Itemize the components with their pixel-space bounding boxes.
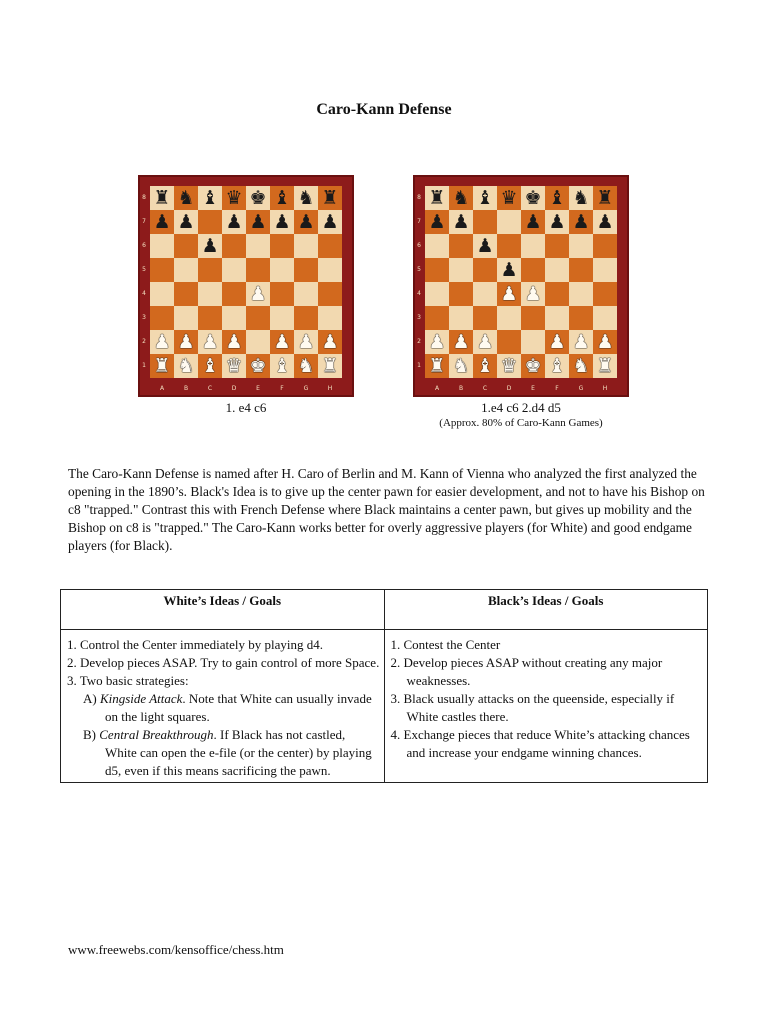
- board-square-f8: [545, 186, 569, 210]
- black-rook-icon: ♜: [153, 186, 171, 209]
- black-idea-1: 1. Contest the Center: [390, 637, 501, 652]
- board-square-h7: [318, 210, 342, 234]
- board-square-b4: [174, 282, 198, 306]
- board-square-c7: [473, 210, 497, 234]
- strategy-a-label: A): [83, 691, 97, 706]
- board-square-g6: [294, 234, 318, 258]
- black-knight-icon: ♞: [572, 186, 590, 209]
- board-square-g5: [294, 258, 318, 282]
- board-square-d8: [222, 186, 246, 210]
- board-square-h3: [318, 306, 342, 330]
- black-knight-icon: ♞: [452, 186, 470, 209]
- board-square-a5: [425, 258, 449, 282]
- black-pawn-icon: ♟: [452, 210, 470, 233]
- board-square-f1: [270, 354, 294, 378]
- board-square-g1: [569, 354, 593, 378]
- board-square-h5: [593, 258, 617, 282]
- white-pawn-icon: ♟: [500, 282, 518, 305]
- board-square-d3: [222, 306, 246, 330]
- board-square-f3: [270, 306, 294, 330]
- file-labels: [425, 385, 617, 392]
- white-pawn-icon: ♟: [153, 330, 171, 353]
- board-square-a8: [150, 186, 174, 210]
- board-square-f3: [545, 306, 569, 330]
- board-square-a1: [425, 354, 449, 378]
- board-square-b3: [449, 306, 473, 330]
- strategy-b-name: Central Breakthrough: [99, 727, 214, 742]
- file-label: B: [458, 385, 464, 392]
- board-square-a2: [150, 330, 174, 354]
- white-pawn-icon: ♟: [572, 330, 590, 353]
- board-square-a7: [425, 210, 449, 234]
- black-knight-icon: ♞: [297, 186, 315, 209]
- board-square-f7: [545, 210, 569, 234]
- board-square-a4: [425, 282, 449, 306]
- board-square-d3: [497, 306, 521, 330]
- board-square-b6: [449, 234, 473, 258]
- board-square-e5: [246, 258, 270, 282]
- board-square-f4: [545, 282, 569, 306]
- board-square-f5: [545, 258, 569, 282]
- board-square-c2: [198, 330, 222, 354]
- board-square-h8: [318, 186, 342, 210]
- black-pawn-icon: ♟: [225, 210, 243, 233]
- board-square-f6: [545, 234, 569, 258]
- board-square-b5: [449, 258, 473, 282]
- file-label: E: [531, 385, 535, 392]
- black-pawn-icon: ♟: [428, 210, 446, 233]
- board-square-c3: [473, 306, 497, 330]
- board-2-wrapper: [413, 175, 629, 429]
- rank-label: 1: [142, 362, 146, 369]
- rank-label: 3: [142, 314, 146, 321]
- white-pawn-icon: ♟: [548, 330, 566, 353]
- board-square-g2: [294, 330, 318, 354]
- file-label: G: [303, 385, 309, 392]
- board-square-d1: [497, 354, 521, 378]
- board-square-c6: [473, 234, 497, 258]
- board-square-h6: [318, 234, 342, 258]
- black-idea-3: 3. Black usually attacks on the queenside, especially if White castles there.: [390, 691, 675, 724]
- black-pawn-icon: ♟: [273, 210, 291, 233]
- board-square-b4: [449, 282, 473, 306]
- black-rook-icon: ♜: [596, 186, 614, 209]
- strategy-a-text: . Note that White can usually invade on the light squares.: [105, 691, 372, 724]
- board-square-b2: [449, 330, 473, 354]
- board-square-b1: [174, 354, 198, 378]
- board-square-e3: [246, 306, 270, 330]
- white-ideas-header: White’s Ideas / Goals: [61, 590, 385, 630]
- board-square-b2: [174, 330, 198, 354]
- board-square-e6: [246, 234, 270, 258]
- black-king-icon: ♚: [524, 186, 542, 209]
- white-knight-icon: ♞: [177, 354, 195, 377]
- board-square-c8: [198, 186, 222, 210]
- board-square-d7: [222, 210, 246, 234]
- board-square-d4: [497, 282, 521, 306]
- board-square-d6: [497, 234, 521, 258]
- white-rook-icon: ♜: [153, 354, 171, 377]
- board-square-a7: [150, 210, 174, 234]
- board-square-h1: [593, 354, 617, 378]
- board-square-a3: [150, 306, 174, 330]
- rank-label: 4: [142, 290, 146, 297]
- board-square-d8: [497, 186, 521, 210]
- ideas-table: [60, 589, 708, 783]
- board-square-c2: [473, 330, 497, 354]
- white-pawn-icon: ♟: [249, 282, 267, 305]
- board-square-c4: [198, 282, 222, 306]
- white-king-icon: ♚: [524, 354, 542, 377]
- black-bishop-icon: ♝: [548, 186, 566, 209]
- rank-label: 7: [142, 218, 146, 225]
- black-pawn-icon: ♟: [321, 210, 339, 233]
- chessboard-2: [413, 175, 629, 397]
- black-ideas-cell: [384, 630, 708, 783]
- board-grid: [150, 186, 342, 378]
- white-pawn-icon: ♟: [476, 330, 494, 353]
- rank-label: 8: [417, 194, 421, 201]
- rank-label: 5: [417, 266, 421, 273]
- board-square-f4: [270, 282, 294, 306]
- board-square-c5: [198, 258, 222, 282]
- board-square-a6: [425, 234, 449, 258]
- rank-labels: [415, 186, 423, 378]
- rank-label: 5: [142, 266, 146, 273]
- file-label: C: [482, 385, 488, 392]
- board-square-g3: [569, 306, 593, 330]
- black-rook-icon: ♜: [321, 186, 339, 209]
- rank-label: 3: [417, 314, 421, 321]
- white-pawn-icon: ♟: [596, 330, 614, 353]
- board-square-b6: [174, 234, 198, 258]
- table-header-row: [61, 590, 708, 630]
- board-square-d4: [222, 282, 246, 306]
- board-square-e1: [246, 354, 270, 378]
- white-idea-3: 3. Two basic strategies:: [67, 673, 189, 688]
- strategy-a-name: Kingside Attack: [99, 691, 183, 706]
- file-label: E: [256, 385, 260, 392]
- board-square-d2: [222, 330, 246, 354]
- board-square-e5: [521, 258, 545, 282]
- board-square-b1: [449, 354, 473, 378]
- rank-label: 2: [142, 338, 146, 345]
- rank-labels: [140, 186, 148, 378]
- board-square-d5: [222, 258, 246, 282]
- board-square-g5: [569, 258, 593, 282]
- white-pawn-icon: ♟: [428, 330, 446, 353]
- file-label: F: [280, 385, 284, 392]
- board-square-d2: [497, 330, 521, 354]
- board-square-a4: [150, 282, 174, 306]
- rank-label: 6: [142, 242, 146, 249]
- board-square-b8: [174, 186, 198, 210]
- black-bishop-icon: ♝: [201, 186, 219, 209]
- board-square-f2: [270, 330, 294, 354]
- board-square-h2: [318, 330, 342, 354]
- board-square-b8: [449, 186, 473, 210]
- white-bishop-icon: ♝: [201, 354, 219, 377]
- board-square-g2: [569, 330, 593, 354]
- board-square-e3: [521, 306, 545, 330]
- white-queen-icon: ♛: [500, 354, 518, 377]
- board-2-caption: 1.e4 c6 2.d4 d5: [481, 400, 561, 415]
- rank-label: 8: [142, 194, 146, 201]
- board-square-e2: [246, 330, 270, 354]
- board-square-b5: [174, 258, 198, 282]
- rank-label: 2: [417, 338, 421, 345]
- board-square-h4: [318, 282, 342, 306]
- white-queen-icon: ♛: [225, 354, 243, 377]
- strategy-b-text: . If Black has not castled, White can open the e-file (or the center) by playing d5, even if this means sacrificing the pawn.: [105, 727, 372, 778]
- board-square-g7: [569, 210, 593, 234]
- black-pawn-icon: ♟: [249, 210, 267, 233]
- black-queen-icon: ♛: [500, 186, 518, 209]
- board-square-a5: [150, 258, 174, 282]
- board-1-caption: 1. e4 c6: [225, 400, 267, 415]
- white-idea-1: 1. Control the Center immediately by playing d4.: [67, 637, 323, 652]
- file-label: G: [578, 385, 584, 392]
- board-square-d5: [497, 258, 521, 282]
- white-pawn-icon: ♟: [297, 330, 315, 353]
- white-rook-icon: ♜: [596, 354, 614, 377]
- white-idea-2: 2. Develop pieces ASAP. Try to gain control of more Space.: [67, 655, 380, 670]
- board-1-wrapper: [138, 175, 354, 416]
- board-square-h4: [593, 282, 617, 306]
- file-labels: [150, 385, 342, 392]
- board-square-e7: [521, 210, 545, 234]
- white-king-icon: ♚: [249, 354, 267, 377]
- black-bishop-icon: ♝: [476, 186, 494, 209]
- board-square-h6: [593, 234, 617, 258]
- board-square-e7: [246, 210, 270, 234]
- board-square-f8: [270, 186, 294, 210]
- board-square-f5: [270, 258, 294, 282]
- strategy-b-label: B): [83, 727, 96, 742]
- board-2-subcaption: (Approx. 80% of Caro-Kann Games): [439, 417, 603, 429]
- footer-url[interactable]: www.freewebs.com/kensoffice/chess.htm: [68, 942, 284, 957]
- file-label: A: [159, 385, 165, 392]
- board-square-d1: [222, 354, 246, 378]
- white-strategy-b: [67, 726, 380, 780]
- file-label: A: [434, 385, 440, 392]
- black-idea-4: 4. Exchange pieces that reduce White’s attacking chances and increase your endgame winning chances.: [390, 727, 690, 760]
- board-square-e4: [521, 282, 545, 306]
- black-pawn-icon: ♟: [548, 210, 566, 233]
- white-rook-icon: ♜: [321, 354, 339, 377]
- file-label: F: [555, 385, 559, 392]
- white-bishop-icon: ♝: [476, 354, 494, 377]
- board-square-e2: [521, 330, 545, 354]
- board-square-c1: [473, 354, 497, 378]
- board-square-h3: [593, 306, 617, 330]
- board-square-b7: [174, 210, 198, 234]
- file-label: H: [327, 385, 333, 392]
- white-pawn-icon: ♟: [201, 330, 219, 353]
- board-square-g8: [569, 186, 593, 210]
- board-square-a8: [425, 186, 449, 210]
- board-square-g8: [294, 186, 318, 210]
- black-knight-icon: ♞: [177, 186, 195, 209]
- white-pawn-icon: ♟: [524, 282, 542, 305]
- file-label: H: [602, 385, 608, 392]
- file-label: D: [231, 385, 237, 392]
- board-square-a2: [425, 330, 449, 354]
- intro-paragraph: The Caro-Kann Defense is named after H. Caro of Berlin and M. Kann of Vienna who analyzed the first analyzed the opening in the 1890’s. Black's Idea is to give up the center pawn for easier development, and not to have his Bishop on c8 "trapped." Contrast this with French Defense where Black maintains a center pawn, but gives up mobility and the Bishop on c8 is "trapped." The Caro-Kann works better for overly aggressive players (for White) and good endgame players (for Black).: [68, 466, 705, 553]
- board-square-e8: [521, 186, 545, 210]
- board-square-h8: [593, 186, 617, 210]
- black-pawn-icon: ♟: [297, 210, 315, 233]
- board-square-e1: [521, 354, 545, 378]
- rank-label: 4: [417, 290, 421, 297]
- board-square-g4: [294, 282, 318, 306]
- black-pawn-icon: ♟: [201, 234, 219, 257]
- board-square-a6: [150, 234, 174, 258]
- rank-label: 7: [417, 218, 421, 225]
- board-square-h2: [593, 330, 617, 354]
- white-strategy-a: [67, 690, 380, 726]
- black-pawn-icon: ♟: [500, 258, 518, 281]
- board-square-c4: [473, 282, 497, 306]
- black-rook-icon: ♜: [428, 186, 446, 209]
- page-title: Caro-Kann Defense: [316, 101, 452, 118]
- black-pawn-icon: ♟: [153, 210, 171, 233]
- board-square-c8: [473, 186, 497, 210]
- black-pawn-icon: ♟: [177, 210, 195, 233]
- white-bishop-icon: ♝: [273, 354, 291, 377]
- black-idea-2: 2. Develop pieces ASAP without creating any major weaknesses.: [390, 655, 663, 688]
- board-grid: [425, 186, 617, 378]
- rank-label: 6: [417, 242, 421, 249]
- board-square-e8: [246, 186, 270, 210]
- white-pawn-icon: ♟: [452, 330, 470, 353]
- board-square-c1: [198, 354, 222, 378]
- board-square-b7: [449, 210, 473, 234]
- board-square-g3: [294, 306, 318, 330]
- board-square-c6: [198, 234, 222, 258]
- white-pawn-icon: ♟: [177, 330, 195, 353]
- board-square-c7: [198, 210, 222, 234]
- black-bishop-icon: ♝: [273, 186, 291, 209]
- board-square-g6: [569, 234, 593, 258]
- black-pawn-icon: ♟: [524, 210, 542, 233]
- white-bishop-icon: ♝: [548, 354, 566, 377]
- white-rook-icon: ♜: [428, 354, 446, 377]
- board-square-d7: [497, 210, 521, 234]
- white-ideas-cell: [61, 630, 385, 783]
- black-ideas-header: Black’s Ideas / Goals: [384, 590, 708, 630]
- board-square-h1: [318, 354, 342, 378]
- board-square-f6: [270, 234, 294, 258]
- board-square-e4: [246, 282, 270, 306]
- black-king-icon: ♚: [249, 186, 267, 209]
- black-pawn-icon: ♟: [572, 210, 590, 233]
- board-square-c3: [198, 306, 222, 330]
- board-square-b3: [174, 306, 198, 330]
- board-square-h5: [318, 258, 342, 282]
- board-square-g1: [294, 354, 318, 378]
- file-label: C: [207, 385, 213, 392]
- black-pawn-icon: ♟: [476, 234, 494, 257]
- chessboard-1: [138, 175, 354, 397]
- board-square-a3: [425, 306, 449, 330]
- white-pawn-icon: ♟: [225, 330, 243, 353]
- board-square-a1: [150, 354, 174, 378]
- black-queen-icon: ♛: [225, 186, 243, 209]
- board-square-g4: [569, 282, 593, 306]
- black-pawn-icon: ♟: [596, 210, 614, 233]
- white-knight-icon: ♞: [297, 354, 315, 377]
- board-square-f1: [545, 354, 569, 378]
- board-square-g7: [294, 210, 318, 234]
- board-square-h7: [593, 210, 617, 234]
- board-square-d6: [222, 234, 246, 258]
- white-knight-icon: ♞: [572, 354, 590, 377]
- file-label: B: [183, 385, 189, 392]
- rank-label: 1: [417, 362, 421, 369]
- white-pawn-icon: ♟: [321, 330, 339, 353]
- board-square-e6: [521, 234, 545, 258]
- white-pawn-icon: ♟: [273, 330, 291, 353]
- board-square-f2: [545, 330, 569, 354]
- board-square-c5: [473, 258, 497, 282]
- board-square-f7: [270, 210, 294, 234]
- file-label: D: [506, 385, 512, 392]
- table-row: [61, 630, 708, 783]
- white-knight-icon: ♞: [452, 354, 470, 377]
